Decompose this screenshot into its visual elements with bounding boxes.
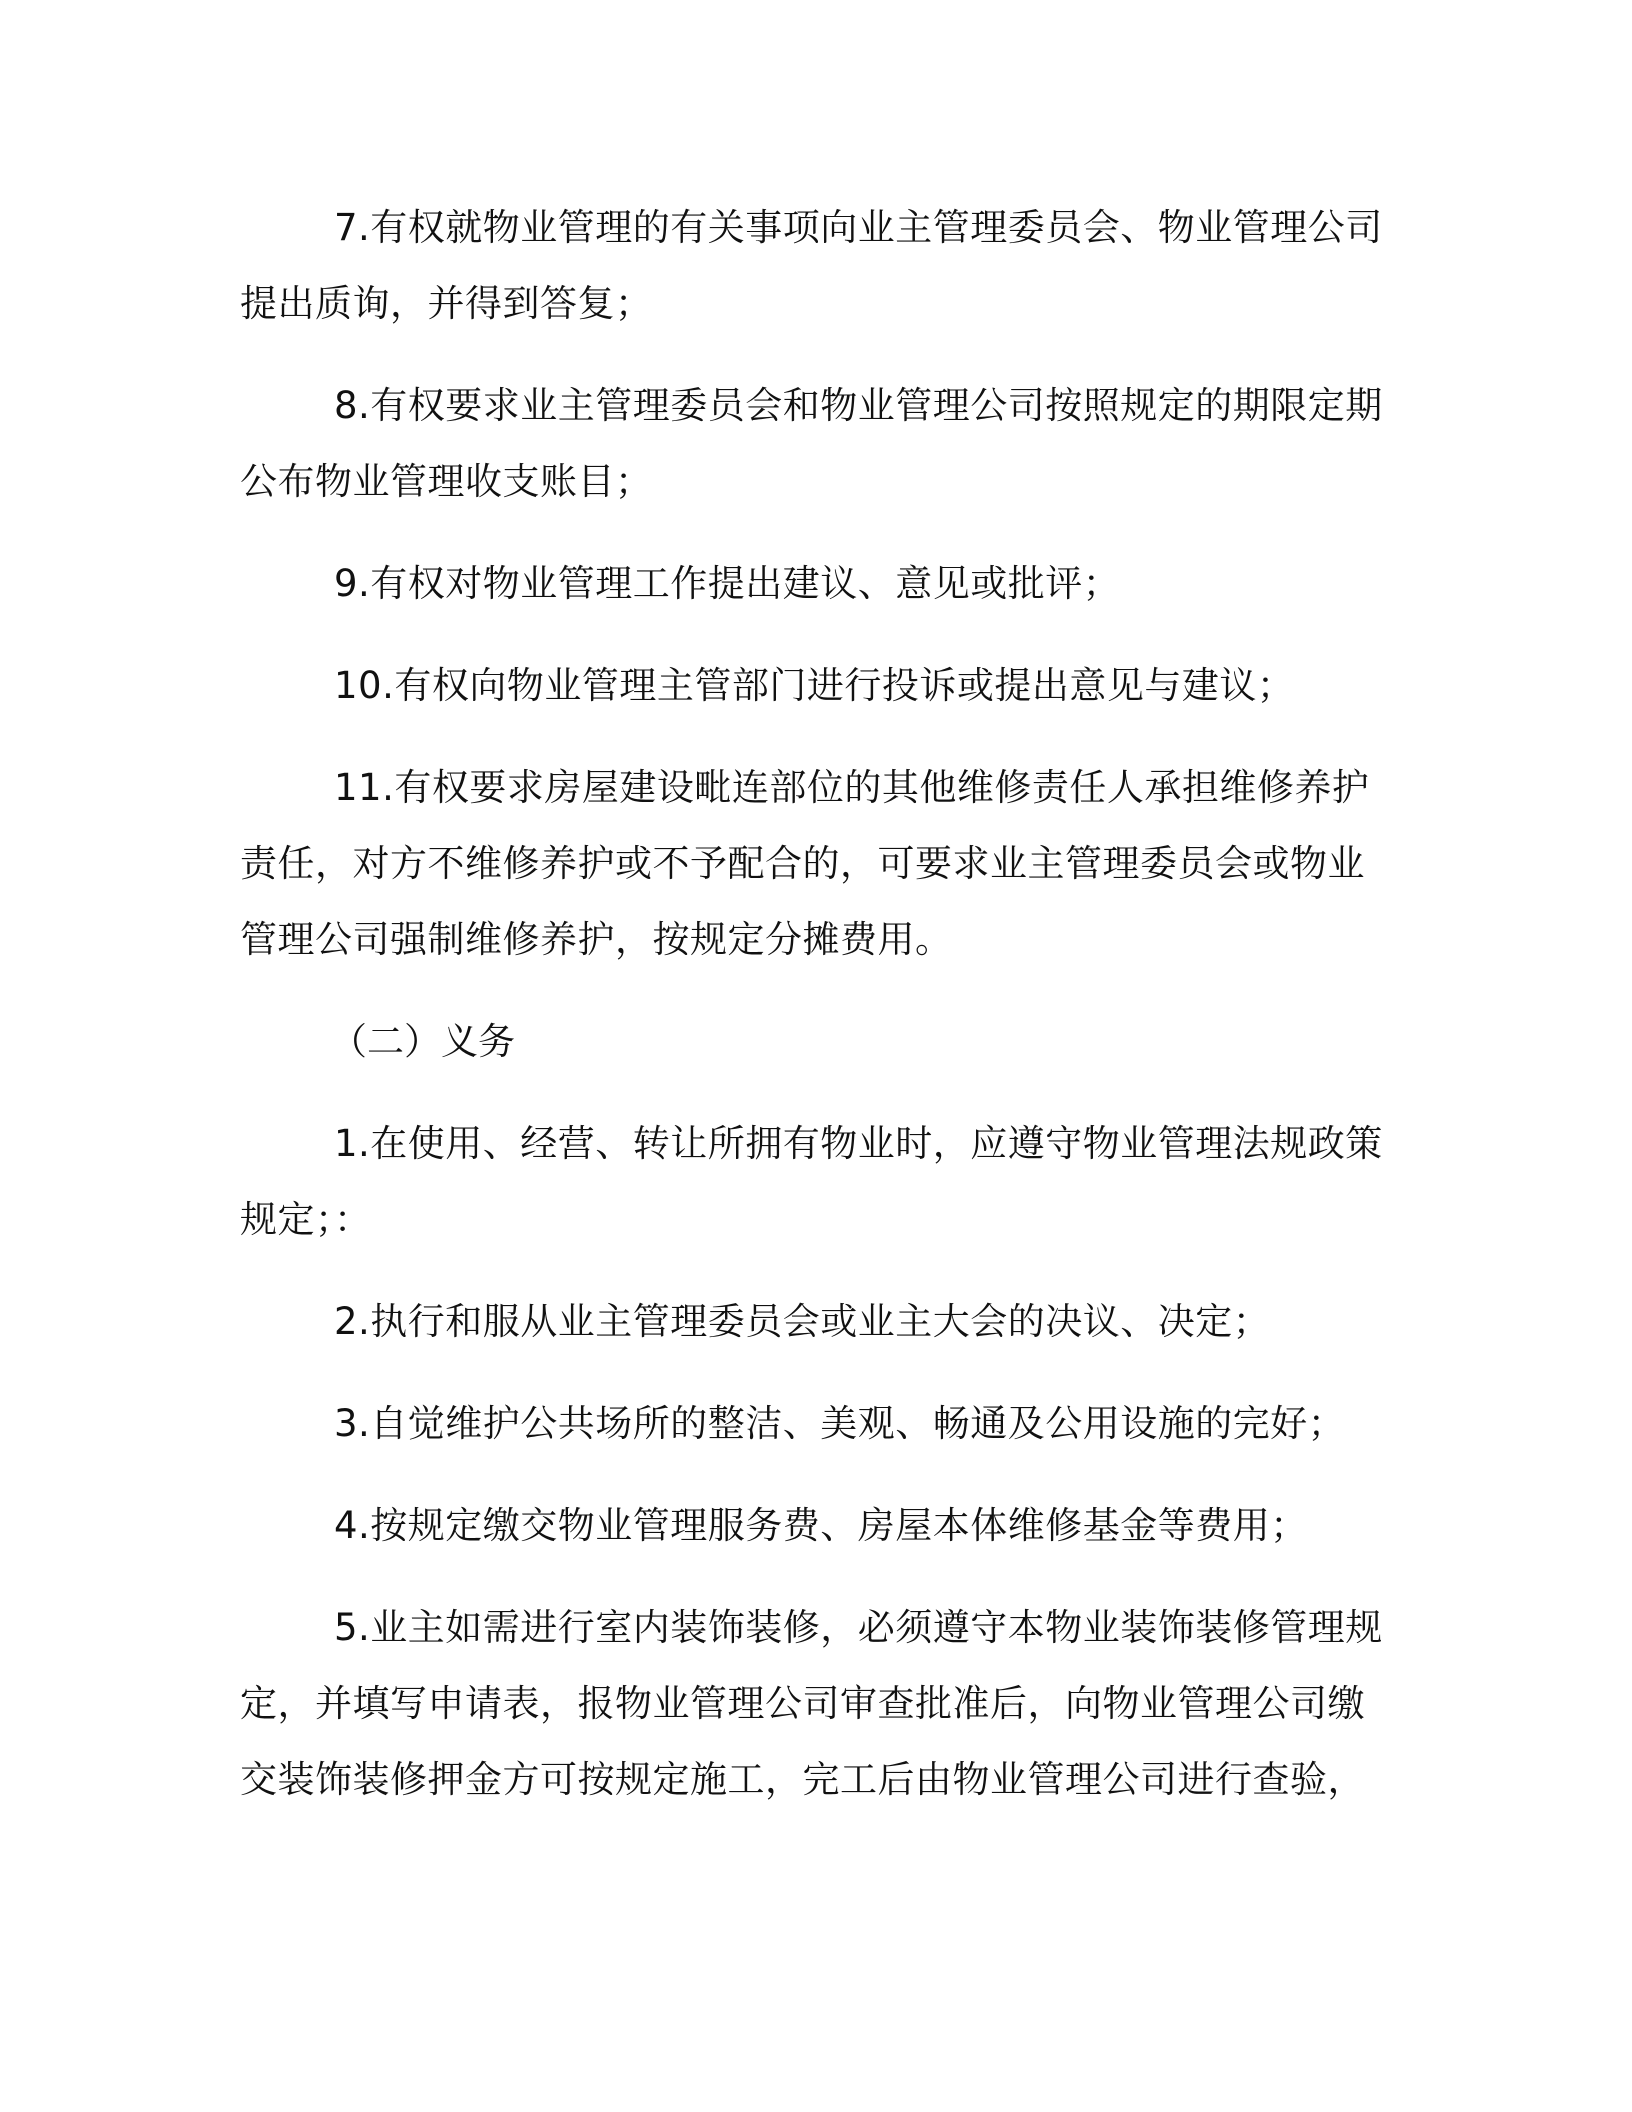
duty-item-1: [240, 1106, 1383, 1258]
duty-item-4: [240, 1488, 1372, 1564]
duty-item-3: [240, 1386, 1372, 1462]
section-heading-duties: （二）义务: [330, 1020, 515, 1063]
document-page: [240, 190, 1383, 1844]
paragraph-line: 管理公司强制维修养护，按规定分摊费用。: [240, 918, 953, 961]
paragraph-line: 4.按规定缴交物业管理服务费、房屋本体维修基金等费用；: [334, 1504, 1308, 1547]
paragraph-line: 9.有权对物业管理工作提出建议、意见或批评；: [334, 562, 1121, 605]
rights-item-9: [240, 546, 1372, 622]
paragraph-line: 7.有权就物业管理的有关事项向业主管理委员会、物业管理公司: [334, 206, 1383, 249]
paragraph-line: 公布物业管理收支账目；: [240, 460, 653, 503]
duty-item-2: [240, 1284, 1372, 1360]
paragraph-line: 5.业主如需进行室内装饰装修，必须遵守本物业装饰装修管理规: [334, 1606, 1383, 1649]
rights-item-10: [240, 648, 1372, 724]
paragraph-line: 提出质询，并得到答复；: [240, 282, 653, 325]
paragraph-line: 3.自觉维护公共场所的整洁、美观、畅通及公用设施的完好；: [334, 1402, 1346, 1445]
paragraph-line: 8.有权要求业主管理委员会和物业管理公司按照规定的期限定期: [334, 384, 1383, 427]
paragraph-line: 交装饰装修押金方可按规定施工，完工后由物业管理公司进行查验，: [240, 1758, 1365, 1801]
paragraph-line: 1.在使用、经营、转让所拥有物业时，应遵守物业管理法规政策: [334, 1122, 1383, 1165]
duty-item-5: [240, 1590, 1383, 1818]
paragraph-line: 11.有权要求房屋建设毗连部位的其他维修责任人承担维修养护: [334, 766, 1370, 809]
rights-item-7: [240, 190, 1383, 342]
paragraph-line: 规定；：: [240, 1198, 372, 1241]
paragraph-line: 定，并填写申请表，报物业管理公司审查批准后，向物业管理公司缴: [240, 1682, 1365, 1725]
paragraph-line: 2.执行和服从业主管理委员会或业主大会的决议、决定；: [334, 1300, 1271, 1343]
rights-item-8: [240, 368, 1383, 520]
rights-item-11: [240, 750, 1372, 978]
paragraph-line: 10.有权向物业管理主管部门进行投诉或提出意见与建议；: [334, 664, 1295, 707]
paragraph-line: 责任，对方不维修养护或不予配合的，可要求业主管理委员会或物业: [240, 842, 1365, 885]
